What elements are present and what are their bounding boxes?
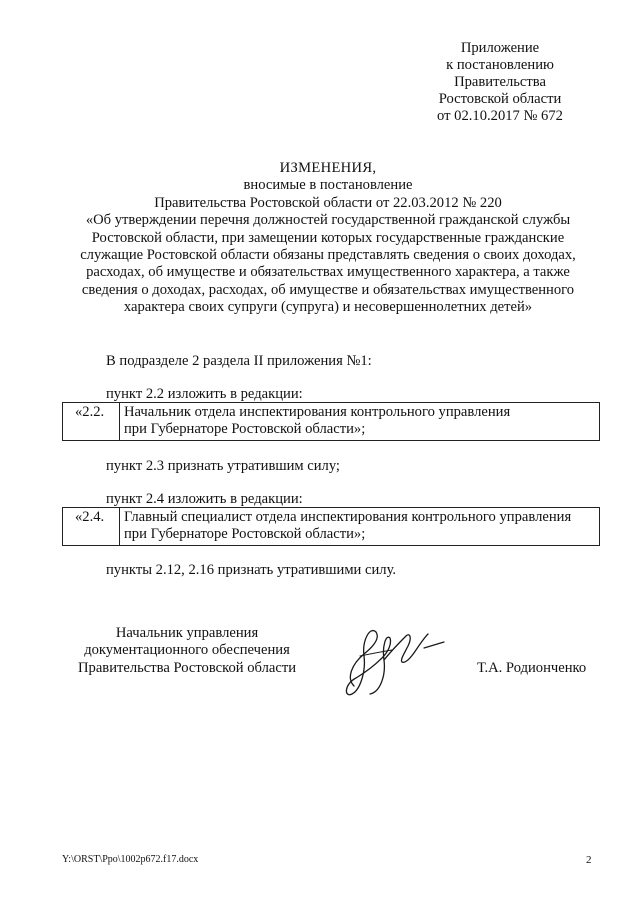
document-title-block <box>58 160 598 317</box>
title-line: вносимые в постановление <box>243 177 413 194</box>
approval-line: к постановлению <box>446 57 554 73</box>
position-line: Правительства Ростовской области <box>77 659 297 676</box>
approval-line: Приложение <box>460 40 540 56</box>
table-text-line: при Губернаторе Ростовской области»; <box>124 526 366 542</box>
item-2-4-label: пункт 2.4 изложить в редакции: <box>106 491 303 507</box>
document-title: ИЗМЕНЕНИЯ, <box>279 160 377 176</box>
signatory-name: Т.А. Родионченко <box>477 660 587 676</box>
approval-block <box>405 40 595 125</box>
position-line: Начальник управления <box>115 625 259 641</box>
approval-line: от 02.10.2017 № 672 <box>437 108 563 124</box>
table-text-cell <box>120 508 600 546</box>
signatory-position <box>62 625 312 677</box>
table-text-cell <box>120 403 600 441</box>
item-2-2-label: пункт 2.2 изложить в редакции: <box>106 386 303 402</box>
table-row <box>63 508 600 546</box>
table-text-line: Главный специалист отдела инспектирования контрольного управления <box>124 509 572 525</box>
title-line: служащие Ростовской области обязаны представлять сведения о своих доходах, <box>80 247 576 264</box>
amendment-table-2-4 <box>62 507 600 546</box>
title-line: сведения о доходах, расходах, об имуществе и обязательствах имущественного <box>81 281 575 298</box>
table-row <box>63 403 600 441</box>
title-line: расходах, об имуществе и обязательствах имущественного характера, а также <box>86 264 570 281</box>
title-line: «Об утверждении перечня должностей государственной гражданской службы <box>85 212 571 229</box>
title-line: характера своих супруги (супруга) и несовершеннолетних детей» <box>123 299 533 316</box>
position-line: документационного обеспечения <box>84 642 290 659</box>
footer-file-path: Y:\ORST\Ppo\1002p672.f17.docx <box>62 854 199 865</box>
table-number-cell: «2.2. <box>63 403 120 441</box>
table-text-line: при Губернаторе Ростовской области»; <box>124 421 366 437</box>
table-number-cell: «2.4. <box>63 508 120 546</box>
amendment-table-2-2 <box>62 402 600 441</box>
approval-line: Ростовской области <box>438 91 562 107</box>
approval-line: Правительства <box>454 74 546 90</box>
page-number: 2 <box>586 854 592 866</box>
title-line: Правительства Ростовской области от 22.03.2012 № 220 <box>154 194 502 211</box>
item-2-3: пункт 2.3 признать утратившим силу; <box>106 458 340 474</box>
handwritten-signature-icon <box>340 620 450 700</box>
table-text-line: Начальник отдела инспектирования контрольного управления <box>124 404 511 420</box>
item-final: пункты 2.12, 2.16 признать утратившими силу. <box>106 562 397 578</box>
title-line: Ростовской области, при замещении которых государственные гражданские <box>91 229 565 246</box>
intro-paragraph: В подразделе 2 раздела II приложения №1: <box>106 353 372 369</box>
